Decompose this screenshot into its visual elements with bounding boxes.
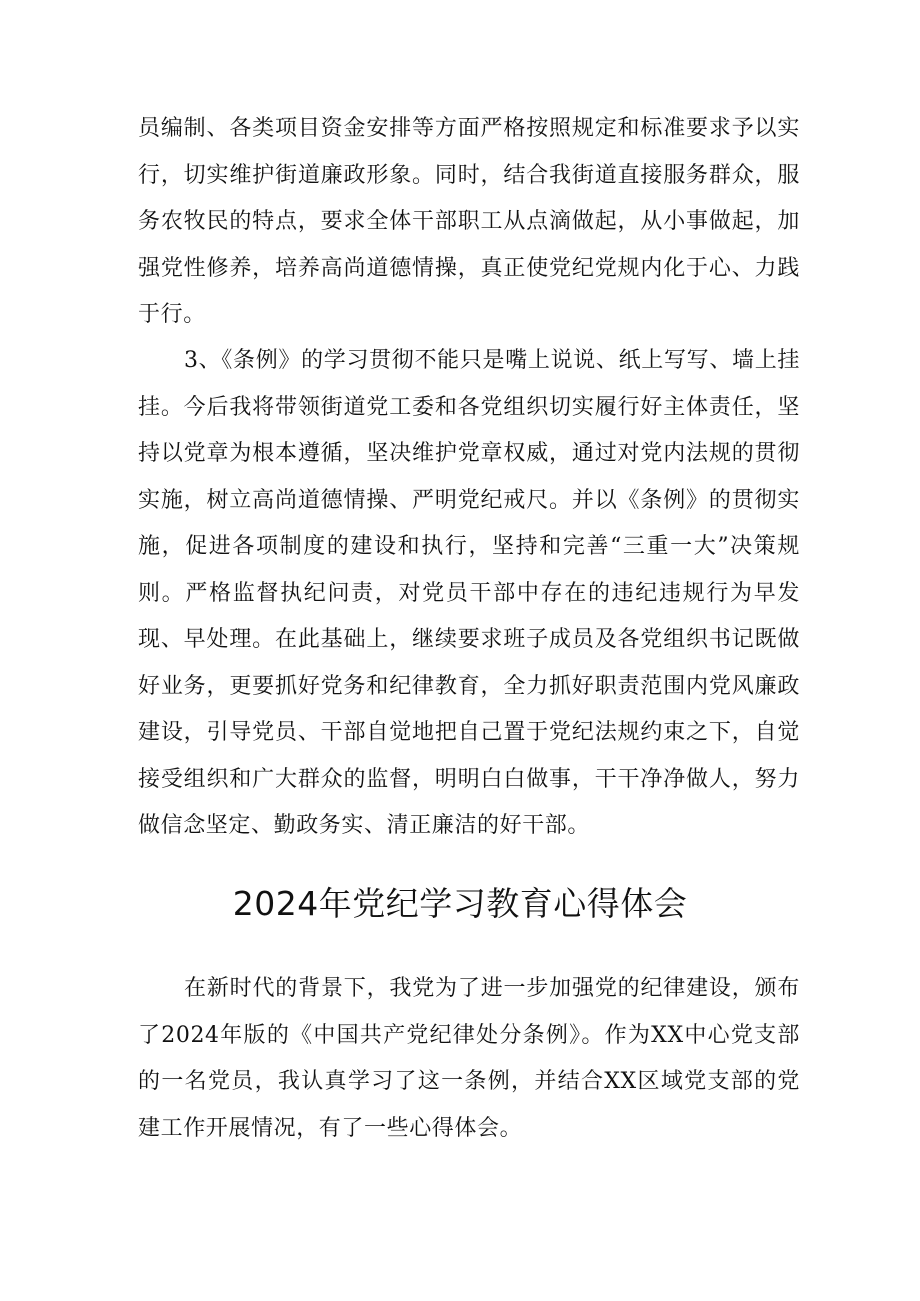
body-paragraph-item-3: 3、《条例》的学习贯彻不能只是嘴上说说、纸上写写、墙上挂挂。今后我将带领街道党工委和各党组织切实履行好主体责任，坚持以党章为根本遵循，坚决维护党章权威，通过对党内法规的贯彻实施，树立高尚道德情操、严明党纪戒尺。并以《条例》的贯彻实施，促进各项制度的建设和执行，坚持和完善“三重一大”决策规则。严格监督执纪问责，对党员干部中存在的违纪违规行为早发现、早处理。在此基础上，继续要求班子成员及各党组织书记既做好业务，更要抓好党务和纪律教育，全力抓好职责范围内党风廉政建设，引导党员、干部自觉地把自己置于党纪法规约束之下，自觉接受组织和广大群众的监督，明明白白做事，干干净净做人，努力做信念坚定、勤政务实、清正廉洁的好干部。 <box>138 348 800 838</box>
body-paragraph-continuation: 员编制、各类项目资金安排等方面严格按照规定和标准要求予以实行，切实维护街道廉政形象。同时，结合我街道直接服务群众，服务农牧民的特点，要求全体干部职工从点滴做起，从小事做起，加强党性修养，培养高尚道德情操，真正使党纪党规内化于心、力践于行。 <box>138 116 800 327</box>
document-title: 2024年党纪学习教育心得体会 <box>232 884 688 923</box>
body-paragraph-intro: 在新时代的背景下，我党为了进一步加强党的纪律建设，颁布了2024年版的《中国共产党纪律处分条例》。作为XX中心党支部的一名党员，我认真学习了这一条例，并结合XX区域党支部的党建工作开展情况，有了一些心得体会。 <box>138 976 800 1141</box>
